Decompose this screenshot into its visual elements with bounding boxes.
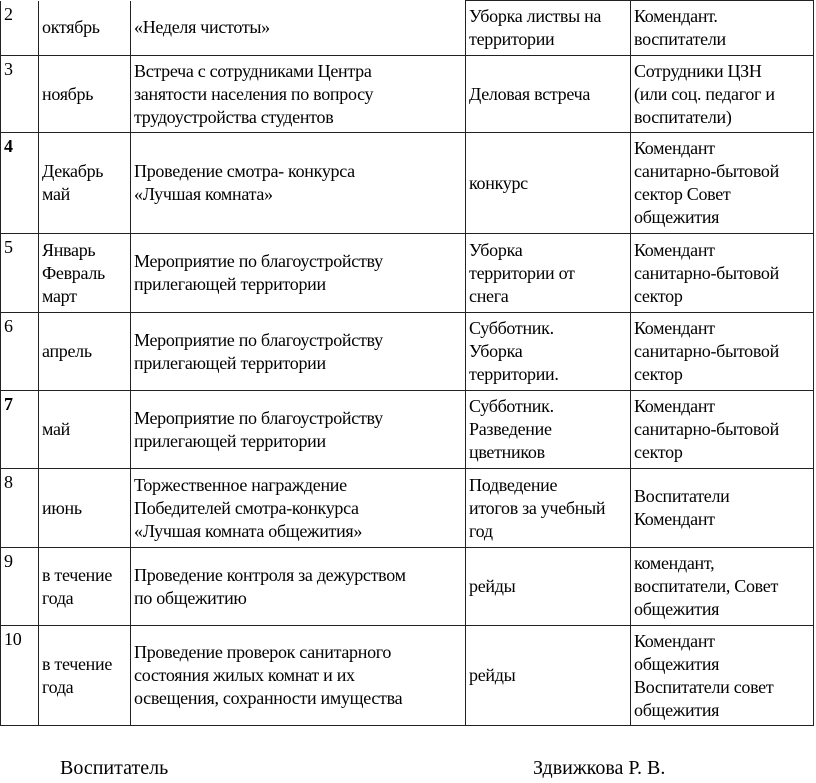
cell-num: 2 — [1, 1, 39, 56]
table-row — [1, 626, 814, 726]
table-row — [1, 133, 814, 234]
signature-role: Воспитатель — [60, 757, 169, 779]
cell-event: Мероприятие по благоустройству прилегающей территории — [131, 234, 466, 313]
table-row — [1, 313, 814, 391]
cell-month: Январь Февраль март — [39, 234, 131, 313]
cell-form: рейды — [466, 626, 631, 726]
cell-form: конкурс — [466, 133, 631, 234]
cell-num: 6 — [1, 313, 39, 391]
cell-event: Проведение проверок санитарного состояния жилых комнат и их освещения, сохранности имущества — [131, 626, 466, 726]
cell-responsible: Комендант санитарно-бытовой сектор — [631, 234, 814, 313]
cell-responsible: Воспитатели Комендант — [631, 469, 814, 548]
table-row — [1, 1, 814, 56]
cell-responsible: Комендант общежития Воспитатели совет общежития — [631, 626, 814, 726]
cell-form: Субботник. Разведение цветников — [466, 391, 631, 469]
cell-num: 4 — [1, 133, 39, 234]
cell-form: рейды — [466, 548, 631, 626]
cell-month: в течение года — [39, 626, 131, 726]
cell-num: 8 — [1, 469, 39, 548]
cell-event: Проведение контроля за дежурством по общежитию — [131, 548, 466, 626]
cell-responsible: Комендант. воспитатели — [631, 1, 814, 56]
cell-month: в течение года — [39, 548, 131, 626]
cell-num: 3 — [1, 56, 39, 133]
cell-responsible: Комендант санитарно-бытовой сектор — [631, 313, 814, 391]
table-row — [1, 469, 814, 548]
cell-month: ноябрь — [39, 56, 131, 133]
table-row — [1, 391, 814, 469]
cell-form: Уборка территории от снега — [466, 234, 631, 313]
cell-event: Встреча с сотрудниками Центра занятости населения по вопросу трудоустройства студентов — [131, 56, 466, 133]
cell-responsible: Сотрудники ЦЗН (или соц. педагог и воспитатели) — [631, 56, 814, 133]
cell-responsible: Комендант санитарно-бытовой сектор — [631, 391, 814, 469]
table-row — [1, 548, 814, 626]
cell-month: апрель — [39, 313, 131, 391]
cell-num: 5 — [1, 234, 39, 313]
signature-name: Здвижкова Р. В. — [533, 757, 666, 779]
cell-event: Мероприятие по благоустройству прилегающей территории — [131, 391, 466, 469]
cell-event: «Неделя чистоты» — [131, 1, 466, 56]
table-row — [1, 56, 814, 133]
cell-event: Мероприятие по благоустройству прилегающей территории — [131, 313, 466, 391]
cell-num: 9 — [1, 548, 39, 626]
cell-num: 7 — [1, 391, 39, 469]
cell-form: Субботник. Уборка территории. — [466, 313, 631, 391]
table-row — [1, 234, 814, 313]
cell-event: Проведение смотра- конкурса «Лучшая комната» — [131, 133, 466, 234]
cell-responsible: комендант, воспитатели, Совет общежития — [631, 548, 814, 626]
cell-form: Уборка листвы на территории — [466, 1, 631, 56]
cell-responsible: Комендант санитарно-бытовой сектор Совет общежития — [631, 133, 814, 234]
cell-month: Декабрь май — [39, 133, 131, 234]
cell-event: Торжественное награждение Победителей смотра-конкурса «Лучшая комната общежития» — [131, 469, 466, 548]
cell-month: октябрь — [39, 1, 131, 56]
cell-num: 10 — [1, 626, 39, 726]
cell-form: Деловая встреча — [466, 56, 631, 133]
cell-form: Подведение итогов за учебный год — [466, 469, 631, 548]
cell-month: май — [39, 391, 131, 469]
cell-month: июнь — [39, 469, 131, 548]
